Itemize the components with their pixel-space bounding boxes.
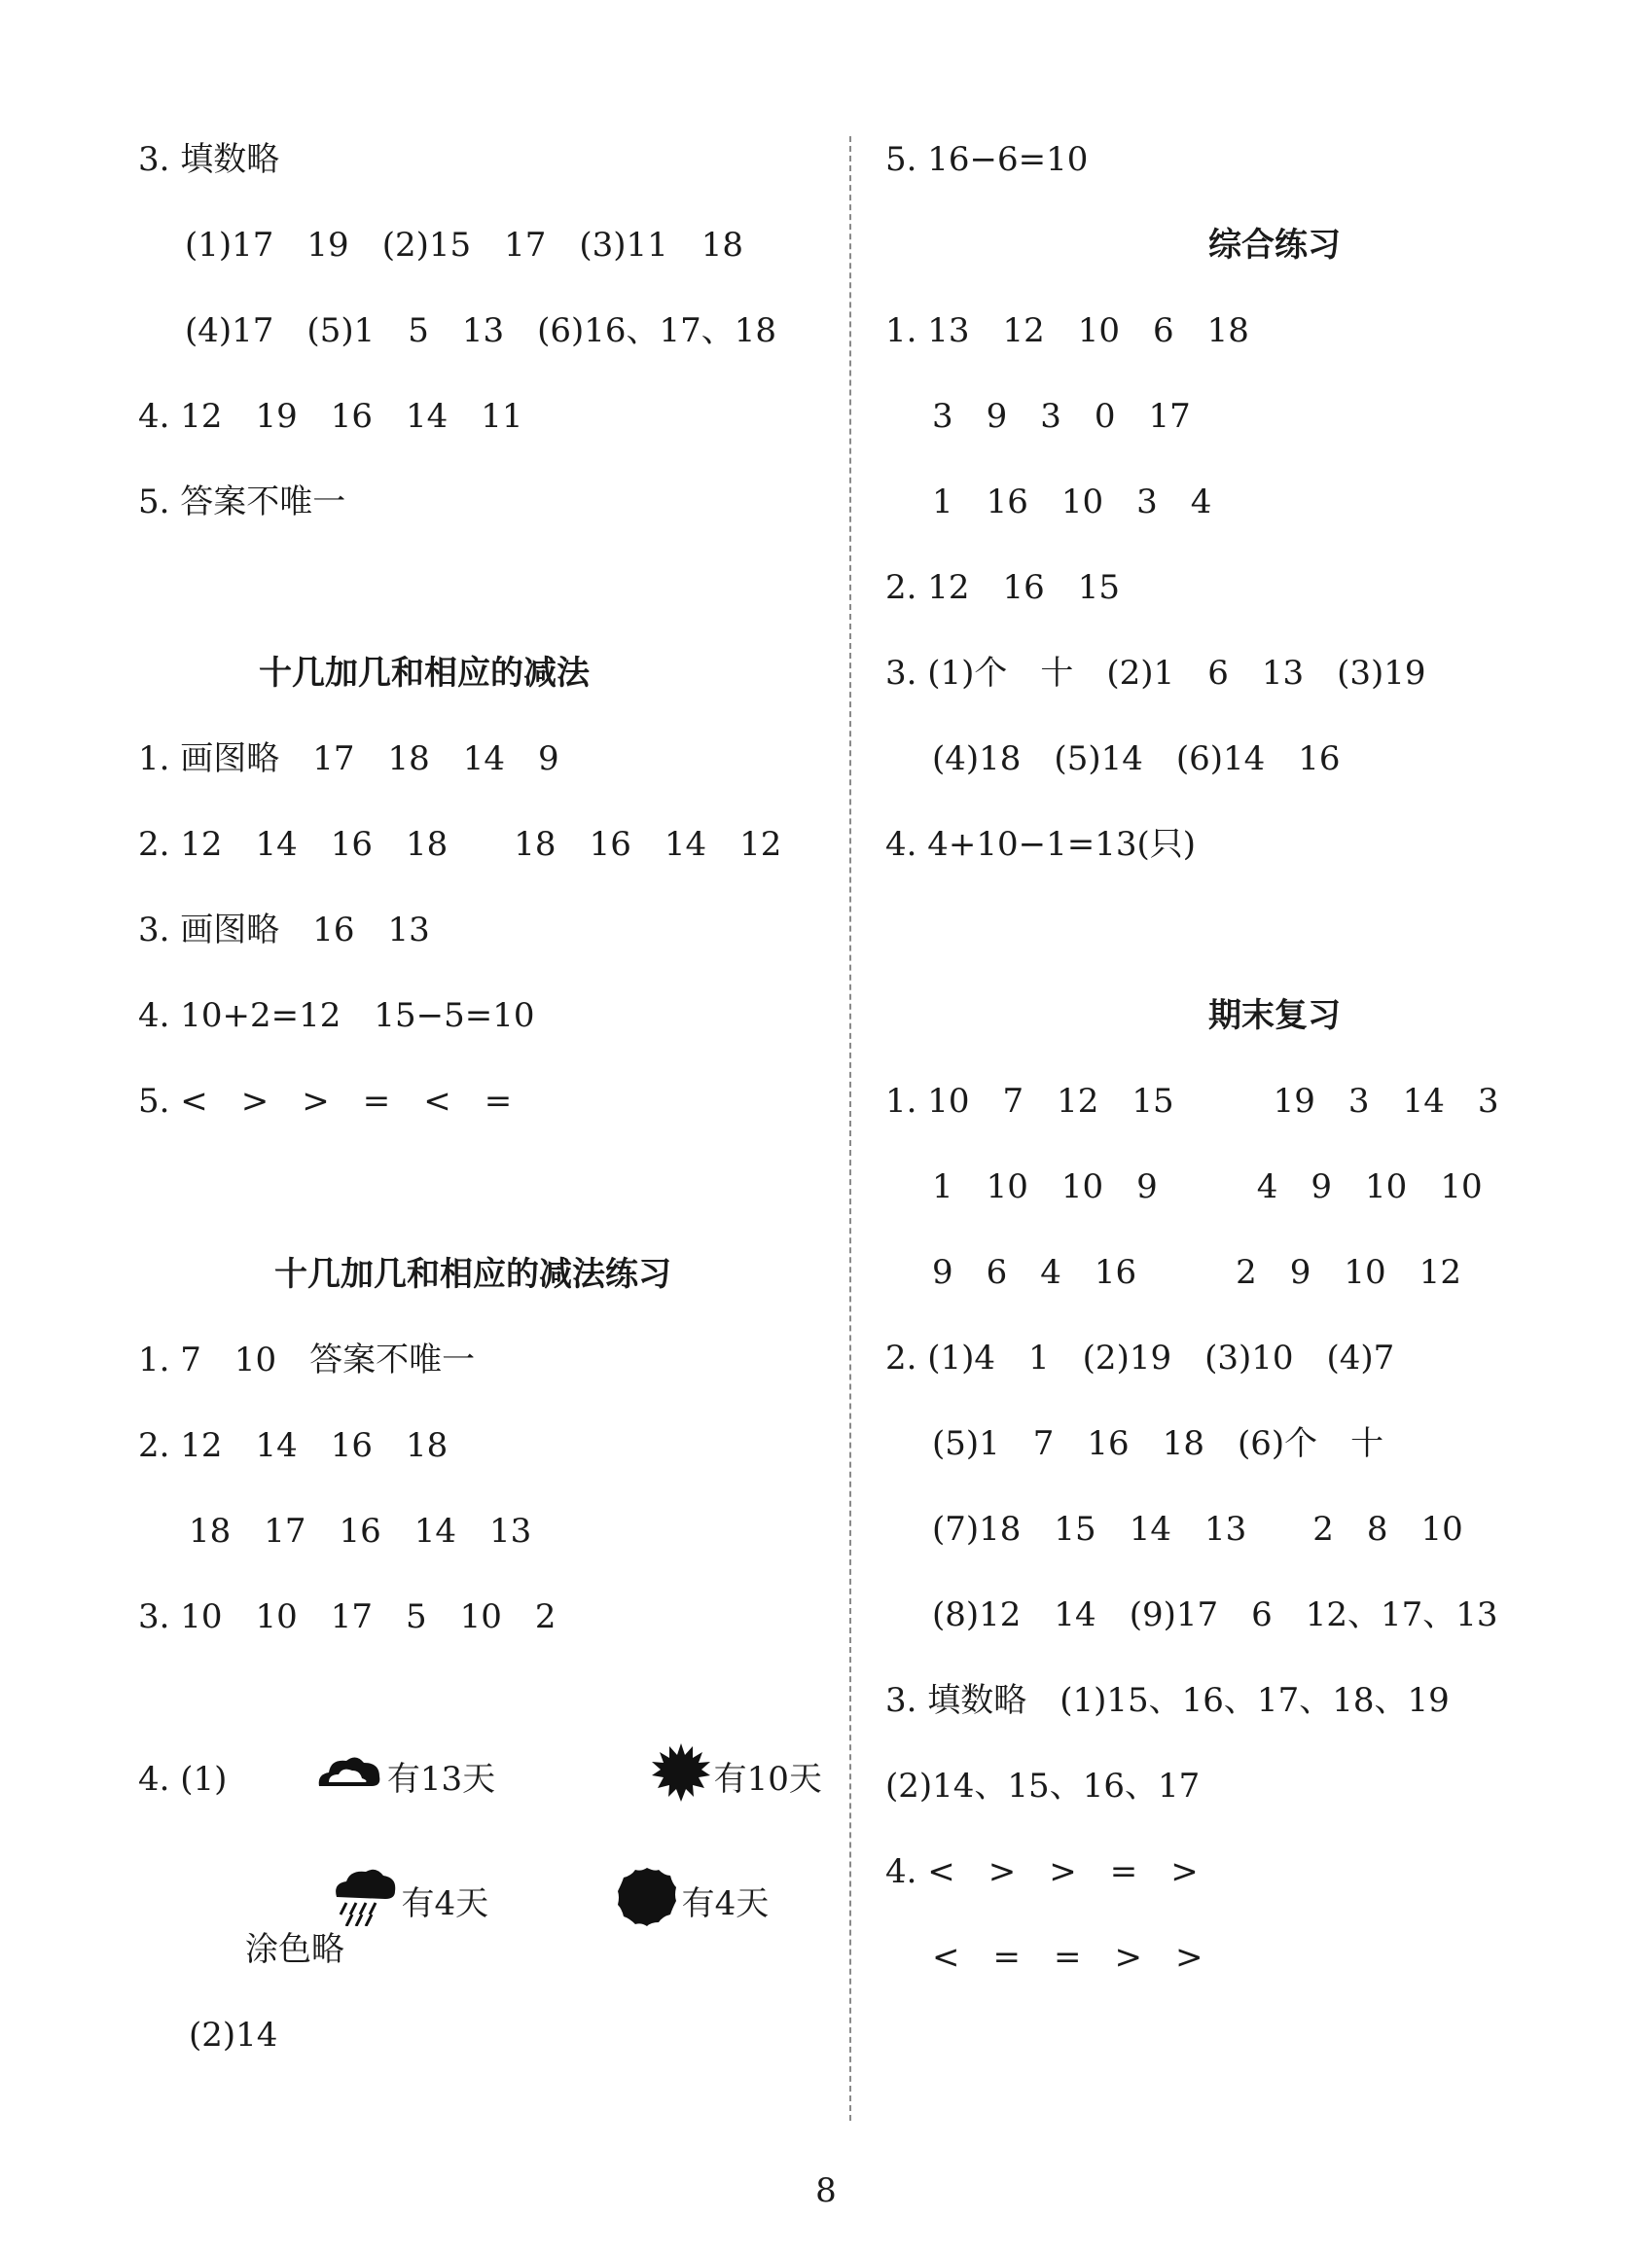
section-heading: 综合练习 [1208, 226, 1341, 265]
answer-line: < = = > > [932, 1938, 1203, 1977]
answer-line: 1. 画图略 17 18 14 9 [138, 739, 559, 778]
answer-line: 2. 12 14 16 18 [138, 1426, 449, 1465]
weather-count: 有10天 [713, 1759, 822, 1799]
weather-count: 有13天 [386, 1759, 496, 1799]
answer-line: 4. 12 19 16 14 11 [138, 397, 523, 436]
answer-line: (4)18 (5)14 (6)14 16 [932, 739, 1341, 778]
answer-line: (4)17 (5)1 5 13 (6)16、17、18 [185, 311, 777, 350]
section-heading: 期末复习 [1208, 996, 1341, 1035]
answer-line: (1)17 19 (2)15 17 (3)11 18 [185, 226, 744, 265]
answer-line: 3. 10 10 17 5 10 2 [138, 1597, 557, 1636]
answer-line: (2)14、15、16、17 [885, 1767, 1201, 1806]
answer-line: 4. 10+2=12 15−5=10 [138, 996, 535, 1035]
answer-line: 1 16 10 3 4 [932, 483, 1212, 521]
answer-line: 18 17 16 14 13 [189, 1512, 532, 1551]
page-number: 8 [815, 2171, 837, 2210]
section-heading: 十几加几和相应的减法 [259, 654, 590, 693]
answer-line: 4. < > > = > [885, 1852, 1199, 1891]
answer-line: 2. 12 16 15 [885, 568, 1121, 607]
answer-line: (5)1 7 16 18 (6)个 十 [932, 1424, 1384, 1463]
answer-line: 3. 填数略 (1)15、16、17、18、19 [885, 1681, 1450, 1720]
answer-line: 1. 13 12 10 6 18 [885, 311, 1249, 350]
answer-line: (2)14 [189, 2016, 278, 2055]
weather-count: 有4天 [681, 1883, 770, 1923]
section-heading: 十几加几和相应的减法练习 [274, 1255, 671, 1294]
answer-line: 3. (1)个 十 (2)1 6 13 (3)19 [885, 654, 1426, 693]
answer-line: 5. < > > = < = [138, 1082, 513, 1121]
answer-line: 9 6 4 16 2 9 10 12 [932, 1253, 1461, 1292]
overcast-icon [531, 1819, 677, 1987]
answer-line: 3 9 3 0 17 [932, 397, 1191, 436]
answer-line: (7)18 15 14 13 2 8 10 [932, 1510, 1463, 1549]
answer-line: 3. 填数略 [138, 140, 280, 179]
weather-count: 有4天 [401, 1883, 489, 1923]
answer-line: 1. 10 7 12 15 19 3 14 3 [885, 1082, 1499, 1121]
answer-line: 5. 答案不唯一 [138, 483, 346, 521]
answer-line: 4. 4+10−1=13(只) [885, 825, 1197, 864]
answer-line: 涂色略 [245, 1930, 344, 1969]
answer-line: 5. 16−6=10 [885, 140, 1089, 179]
answer-line: 3. 画图略 16 13 [138, 911, 430, 949]
answer-line: 1 10 10 9 4 9 10 10 [932, 1167, 1483, 1206]
answer-line: (8)12 14 (9)17 6 12、17、13 [932, 1595, 1498, 1634]
answer-prefix: 4. (1) [138, 1759, 228, 1799]
answer-line: 2. 12 14 16 18 18 16 14 12 [138, 825, 782, 864]
column-divider [849, 136, 851, 2121]
answer-line: 1. 7 10 答案不唯一 [138, 1341, 476, 1379]
answer-line: 2. (1)4 1 (2)19 (3)10 (4)7 [885, 1339, 1395, 1378]
